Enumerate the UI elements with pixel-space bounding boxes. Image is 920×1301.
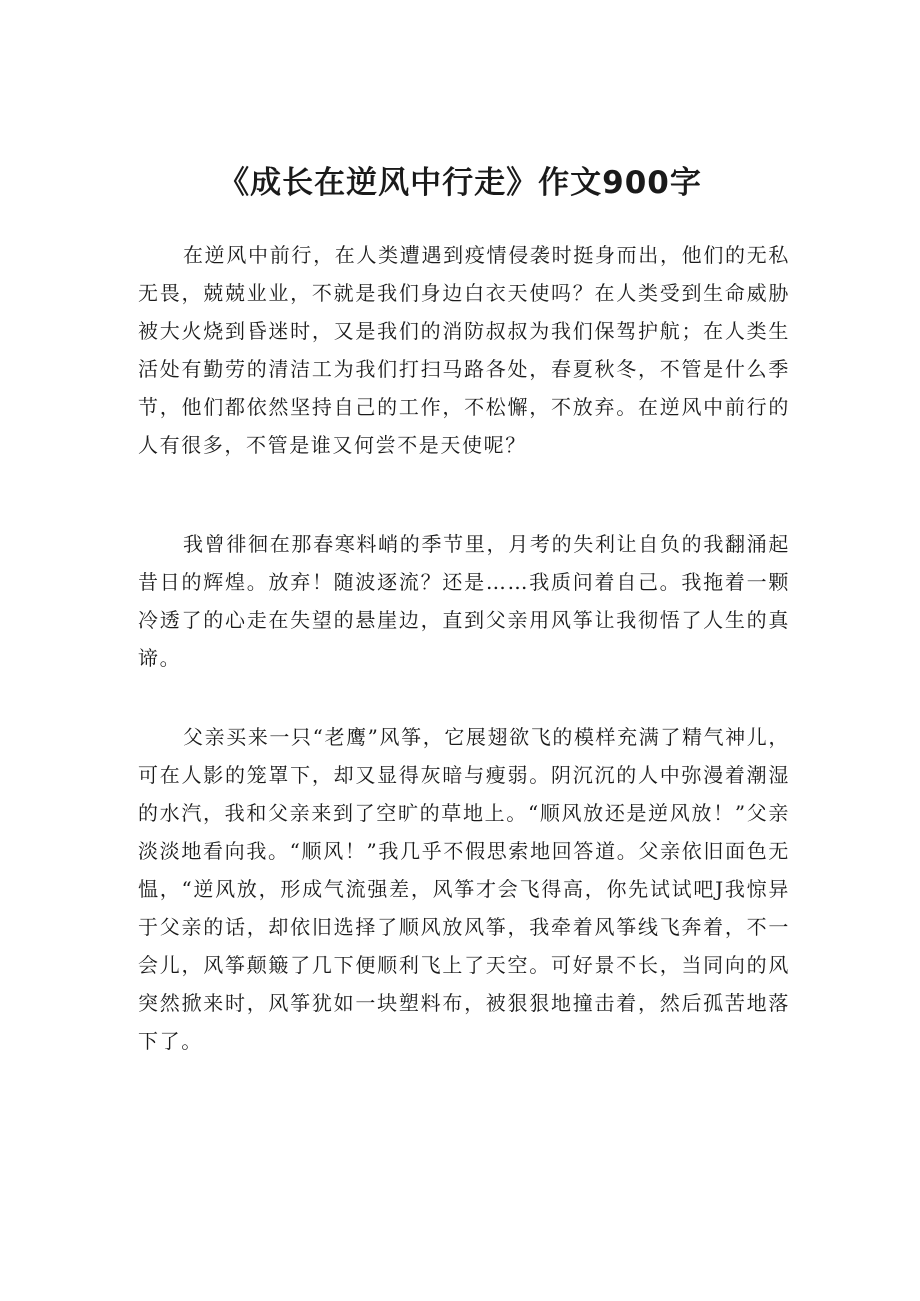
paragraph-3: 父亲买来一只“老鹰”风筝，它展翅欲飞的模样充满了精气神儿，可在人影的笼罩下，却又显得灰暗与瘦弱。阴沉沉的人中弥漫着潮湿的水汽，我和父亲来到了空旷的草地上。“顺风放还是逆风放！”父亲淡淡地看向我。“顺风！”我几乎不假思索地回答道。父亲依旧面色无愠，“逆风放，形成气流强差，风筝才会飞得高，你先试试吧J我惊异于父亲的话，却依旧选择了顺风放风筝，我牵着风筝线飞奔着，不一会儿，风筝颠簸了几下便顺利飞上了天空。可好景不长，当同向的风突然掀来时，风筝犹如一块塑料布，被狠狠地撞击着，然后孤苦地落下了。 [138,725,790,1053]
paragraph-1: 在逆风中前行，在人类遭遇到疫情侵袭时挺身而出，他们的无私无畏，兢兢业业，不就是我们身边白衣天使吗？在人类受到生命威胁被大火烧到昏迷时，又是我们的消防叔叔为我们保驾护航；在人类生活处有勤劳的清洁工为我们打扫马路各处，春夏秋冬，不管是什么季节，他们都依然坚持自己的工作，不松懈，不放弃。在逆风中前行的人有很多，不管是谁又何尝不是天使呢？ [138,243,790,457]
paragraph-2: 我曾徘徊在那春寒料峭的季节里，月考的失利让自负的我翻涌起昔日的辉煌。放弃！随波逐流？还是……我质问着自己。我拖着一颗冷透了的心走在失望的悬崖边，直到父亲用风筝让我彻悟了人生的真谛。 [138,532,790,670]
document-title: 《成长在逆风中行走》作文900字 [218,164,702,201]
